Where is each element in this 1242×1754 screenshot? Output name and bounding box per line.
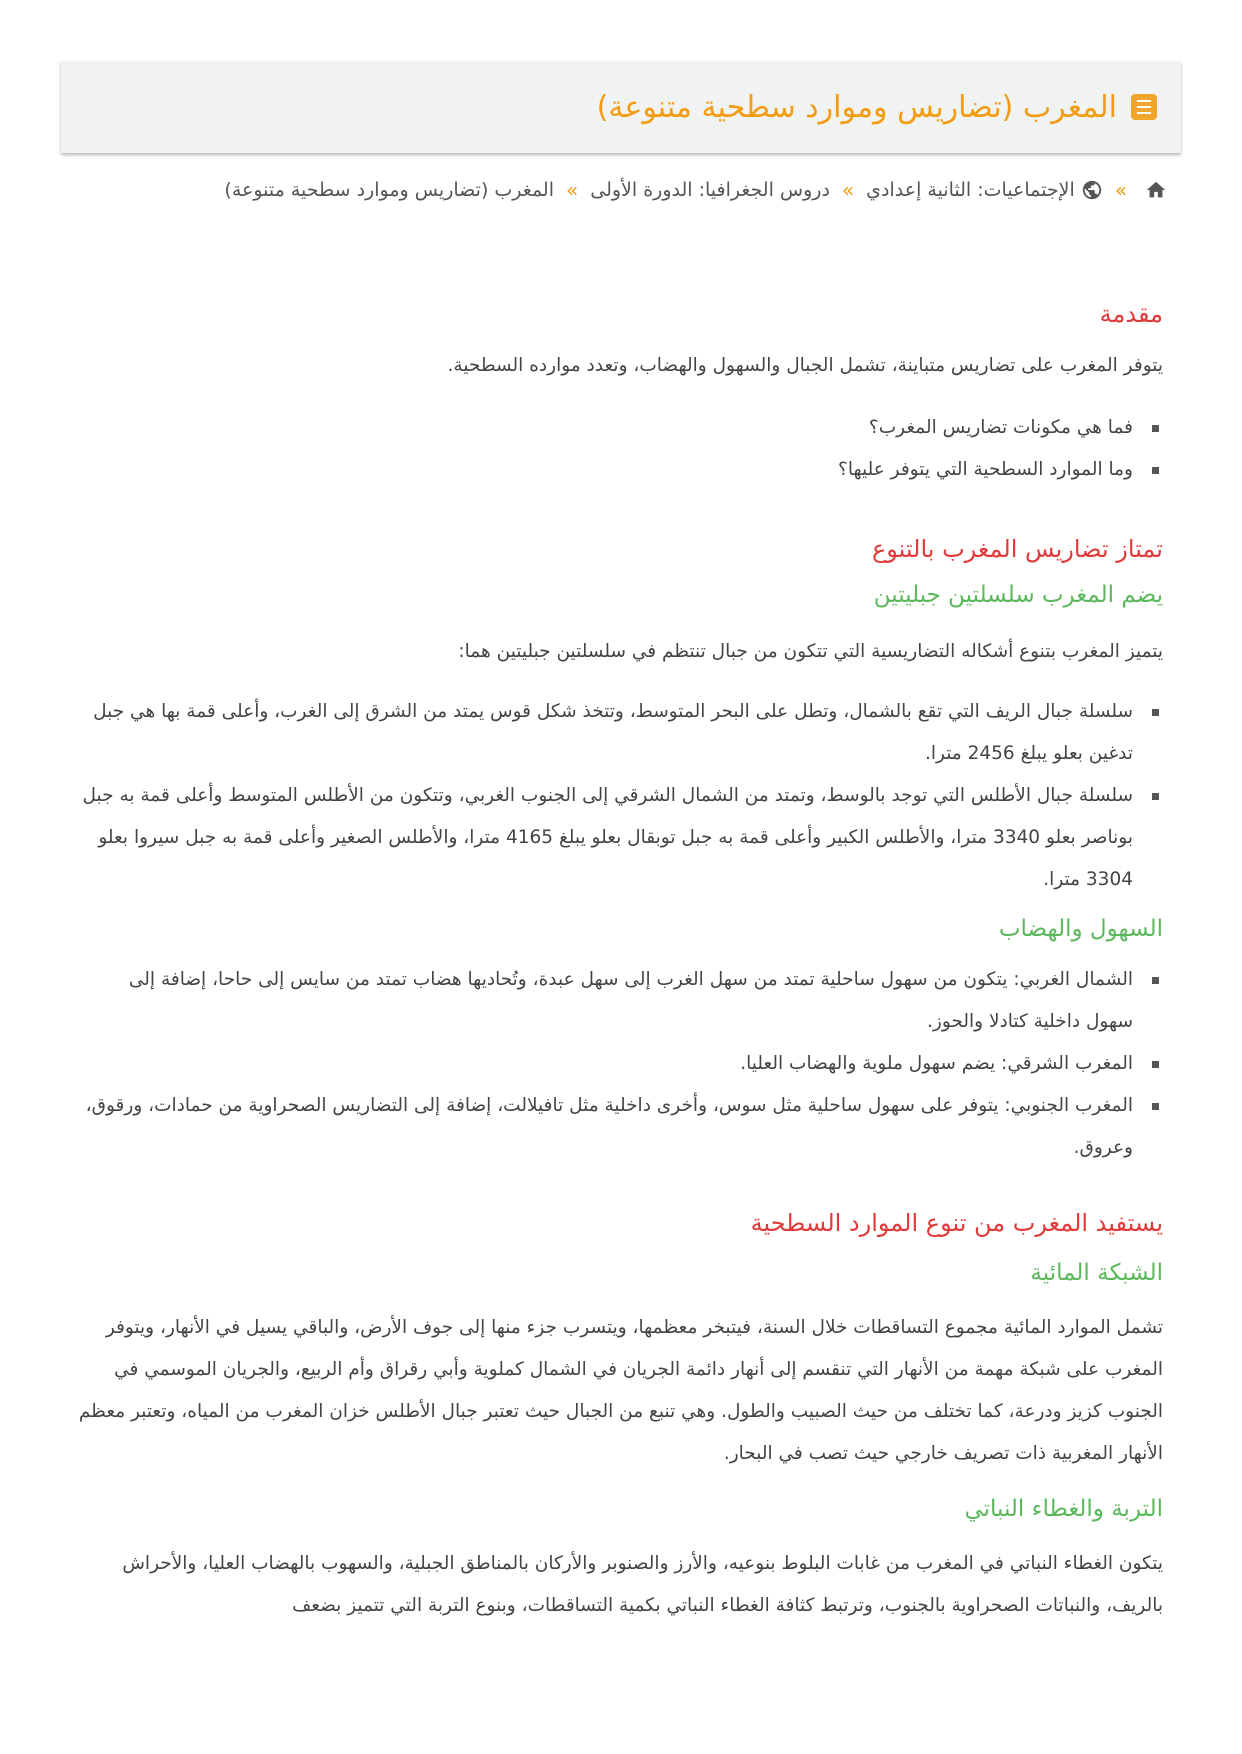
- list-item: المغرب الشرقي: يضم سهول ملوية والهضاب العليا.: [77, 1043, 1133, 1085]
- subheading-plains: السهول والهضاب: [998, 916, 1163, 942]
- list-item: وما الموارد السطحية التي يتوفر عليها؟: [77, 449, 1133, 491]
- subheading-mountains: يضم المغرب سلسلتين جبليتين: [873, 582, 1163, 608]
- plains-list: [77, 959, 1163, 1169]
- breadcrumb-separator: »: [841, 178, 855, 202]
- globe-icon: [1081, 179, 1103, 201]
- list-item: الشمال الغربي: يتكون من سهول ساحلية تمتد من سهل الغرب إلى سهل عبدة، وتُحاديها هضاب تمتد من سايس إلى حاحا، إضافة إلى سهول داخلية كتادلا والحوز.: [77, 959, 1133, 1043]
- document-icon: [1131, 94, 1157, 120]
- page-title: المغرب (تضاريس وموارد سطحية متنوعة): [596, 89, 1117, 125]
- water-paragraph: تشمل الموارد المائية مجموع التساقطات خلال السنة، فيتبخر معظمها، ويتسرب جزء منها إلى جوف الأرض، والباقي يسيل في الأنهار، ويتوفر المغرب على شبكة مهمة من الأنهار التي تنقسم إلى أنهار دائمة الجريان في الشمال كملوية وأبي رقراق وأم الربيع، والجريان الموسمي في الجنوب كزيز ودرعة، كما تختلف من حيث الصبيب والطول. وهي تنبع من الجبال حيث تعتبر جبال الأطلس خزان المغرب من المياه، وتعتبر معظم الأنهار المغربية ذات تصريف خارجي حيث تصب في البحار.: [78, 1317, 1163, 1464]
- section-heading-relief: تمتاز تضاريس المغرب بالتنوع: [871, 535, 1163, 563]
- subheading-vegetation: التربة والغطاء النباتي: [964, 1496, 1163, 1522]
- home-icon[interactable]: [1145, 179, 1167, 201]
- breadcrumb-separator: »: [1114, 178, 1127, 202]
- intro-paragraph: يتوفر المغرب على تضاريس متباينة، تشمل الجبال والسهول والهضاب، وتعدد موارده السطحية.: [447, 355, 1163, 376]
- intro-questions: [77, 407, 1163, 491]
- list-item: سلسلة جبال الريف التي تقع بالشمال، وتطل على البحر المتوسط، وتتخذ شكل قوس يمتد من الشرق إلى الغرب، وأعلى قمة بها هي جبل تدغين بعلو يبلغ 2456 مترا.: [77, 691, 1133, 775]
- list-item: فما هي مكونات تضاريس المغرب؟: [77, 407, 1133, 449]
- section-heading-resources: يستفيد المغرب من تنوع الموارد السطحية: [750, 1209, 1163, 1237]
- breadcrumb: [67, 178, 1167, 202]
- mountains-list: [77, 691, 1163, 901]
- breadcrumb-item-lessons[interactable]: دروس الجغرافيا: الدورة الأولى: [590, 179, 830, 201]
- list-item: المغرب الجنوبي: يتوفر على سهول ساحلية مثل سوس، وأخرى داخلية مثل تافيلالت، إضافة إلى التضاريس الصحراوية من حمادات، ورقوق، وعروق.: [77, 1085, 1133, 1169]
- breadcrumb-item-current: المغرب (تضاريس وموارد سطحية متنوعة): [224, 179, 554, 201]
- list-item: سلسلة جبال الأطلس التي توجد بالوسط، وتمتد من الشمال الشرقي إلى الجنوب الغربي، وتتكون من الأطلس المتوسط وأعلى قمة به جبل بوناصر بعلو 3340 مترا، والأطلس الكبير وأعلى قمة به جبل توبقال بعلو يبلغ 4165 مترا، والأطلس الصغير وأعلى قمة به جبل سيروا بعلو 3304 مترا.: [77, 775, 1133, 901]
- mountains-paragraph: يتميز المغرب بتنوع أشكاله التضاريسية التي تتكون من جبال تنتظم في سلسلتين جبليتين هما:: [458, 641, 1163, 662]
- breadcrumb-separator: »: [566, 178, 579, 202]
- article-content: [77, 296, 1163, 1627]
- vegetation-paragraph: يتكون الغطاء النباتي في المغرب من غابات البلوط بنوعيه، والأرز والصنوبر والأركان بالمناطق الجبلية، والسهوب بالهضاب العليا، والأحراش بالريف، والنباتات الصحراوية بالجنوب، وترتبط كثافة الغطاء النباتي بكمية التساقطات، وبنوع التربة التي تتميز بضعف: [122, 1553, 1163, 1616]
- section-heading-intro: مقدمة: [1099, 300, 1163, 328]
- breadcrumb-item-grade[interactable]: الإجتماعيات: الثانية إعدادي: [866, 179, 1075, 201]
- page-title-bar: [61, 61, 1181, 153]
- subheading-water: الشبكة المائية: [1030, 1260, 1163, 1286]
